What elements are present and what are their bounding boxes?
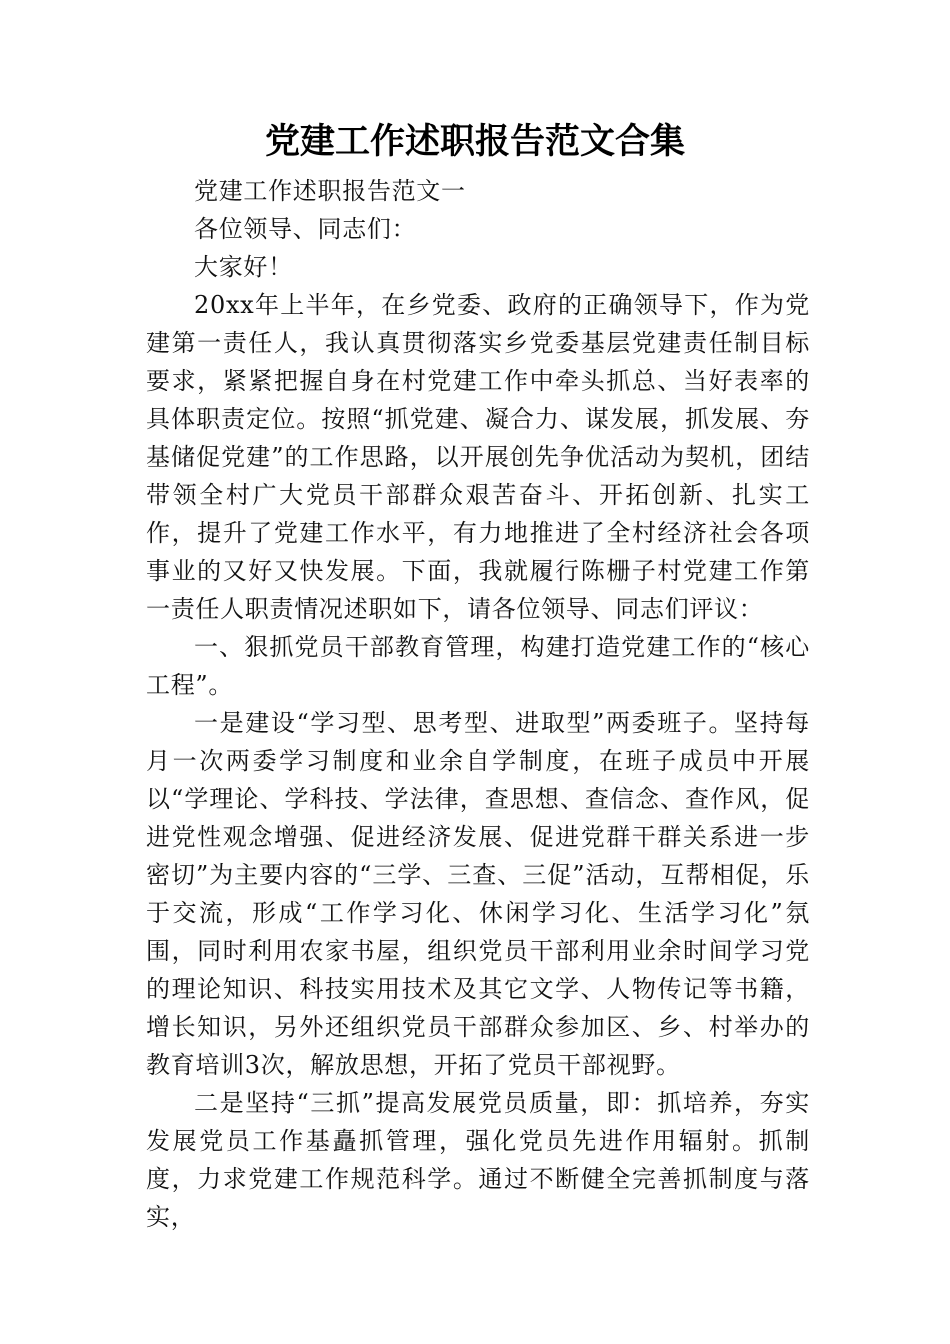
document-body	[146, 172, 810, 1236]
section-heading: 党建工作述职报告范文一	[194, 177, 466, 205]
point-one-heading: 一、狠抓党员干部教育管理，构建打造党建工作的“核心工程”。	[146, 633, 810, 699]
document-title: 党建工作述职报告范文合集	[264, 122, 685, 162]
intro-paragraph: 20xx年上半年，在乡党委、政府的正确领导下，作为党建第一责任人，我认真贯彻落实乡党委基层党建责任制目标要求，紧紧把握自身在村党建工作中牵头抓总、当好表率的具体职责定位。按照“抓党建、凝合力、谋发展，抓发展、夯基储促党建”的工作思路，以开展创先争优活动为契机，团结带领全村广大党员干部群众艰苦奋斗、开拓创新、扎实工作，提升了党建工作水平，有力地推进了全村经济社会各项事业的又好又快发展。下面，我就履行陈栅子村党建工作第一责任人职责情况述职如下，请各位领导、同志们评议：	[146, 291, 810, 623]
greeting: 大家好！	[194, 253, 293, 281]
point-one-a-paragraph: 一是建设“学习型、思考型、进取型”两委班子。坚持每月一次两委学习制度和业余自学制度，在班子成员中开展以“学理论、学科技、学法律，查思想、查信念、查作风，促进党性观念增强、促进经济发展、促进党群干群关系进一步密切”为主要内容的“三学、三查、三促”活动，互帮相促，乐于交流，形成“工作学习化、休闲学习化、生活学习化”氛围，同时利用农家书屋，组织党员干部利用业余时间学习党的理论知识、科技实用技术及其它文学、人物传记等书籍，增长知识，另外还组织党员干部群众参加区、乡、村举办的教育培训3次，解放思想，开拓了党员干部视野。	[146, 709, 810, 1079]
salutation: 各位领导、同志们：	[194, 215, 417, 243]
point-one-b-paragraph: 二是坚持“三抓”提高发展党员质量，即：抓培养，夯实发展党员工作基矗抓管理，强化党员先进作用辐射。抓制度，力求党建工作规范科学。通过不断健全完善抓制度与落实，	[146, 1089, 810, 1231]
